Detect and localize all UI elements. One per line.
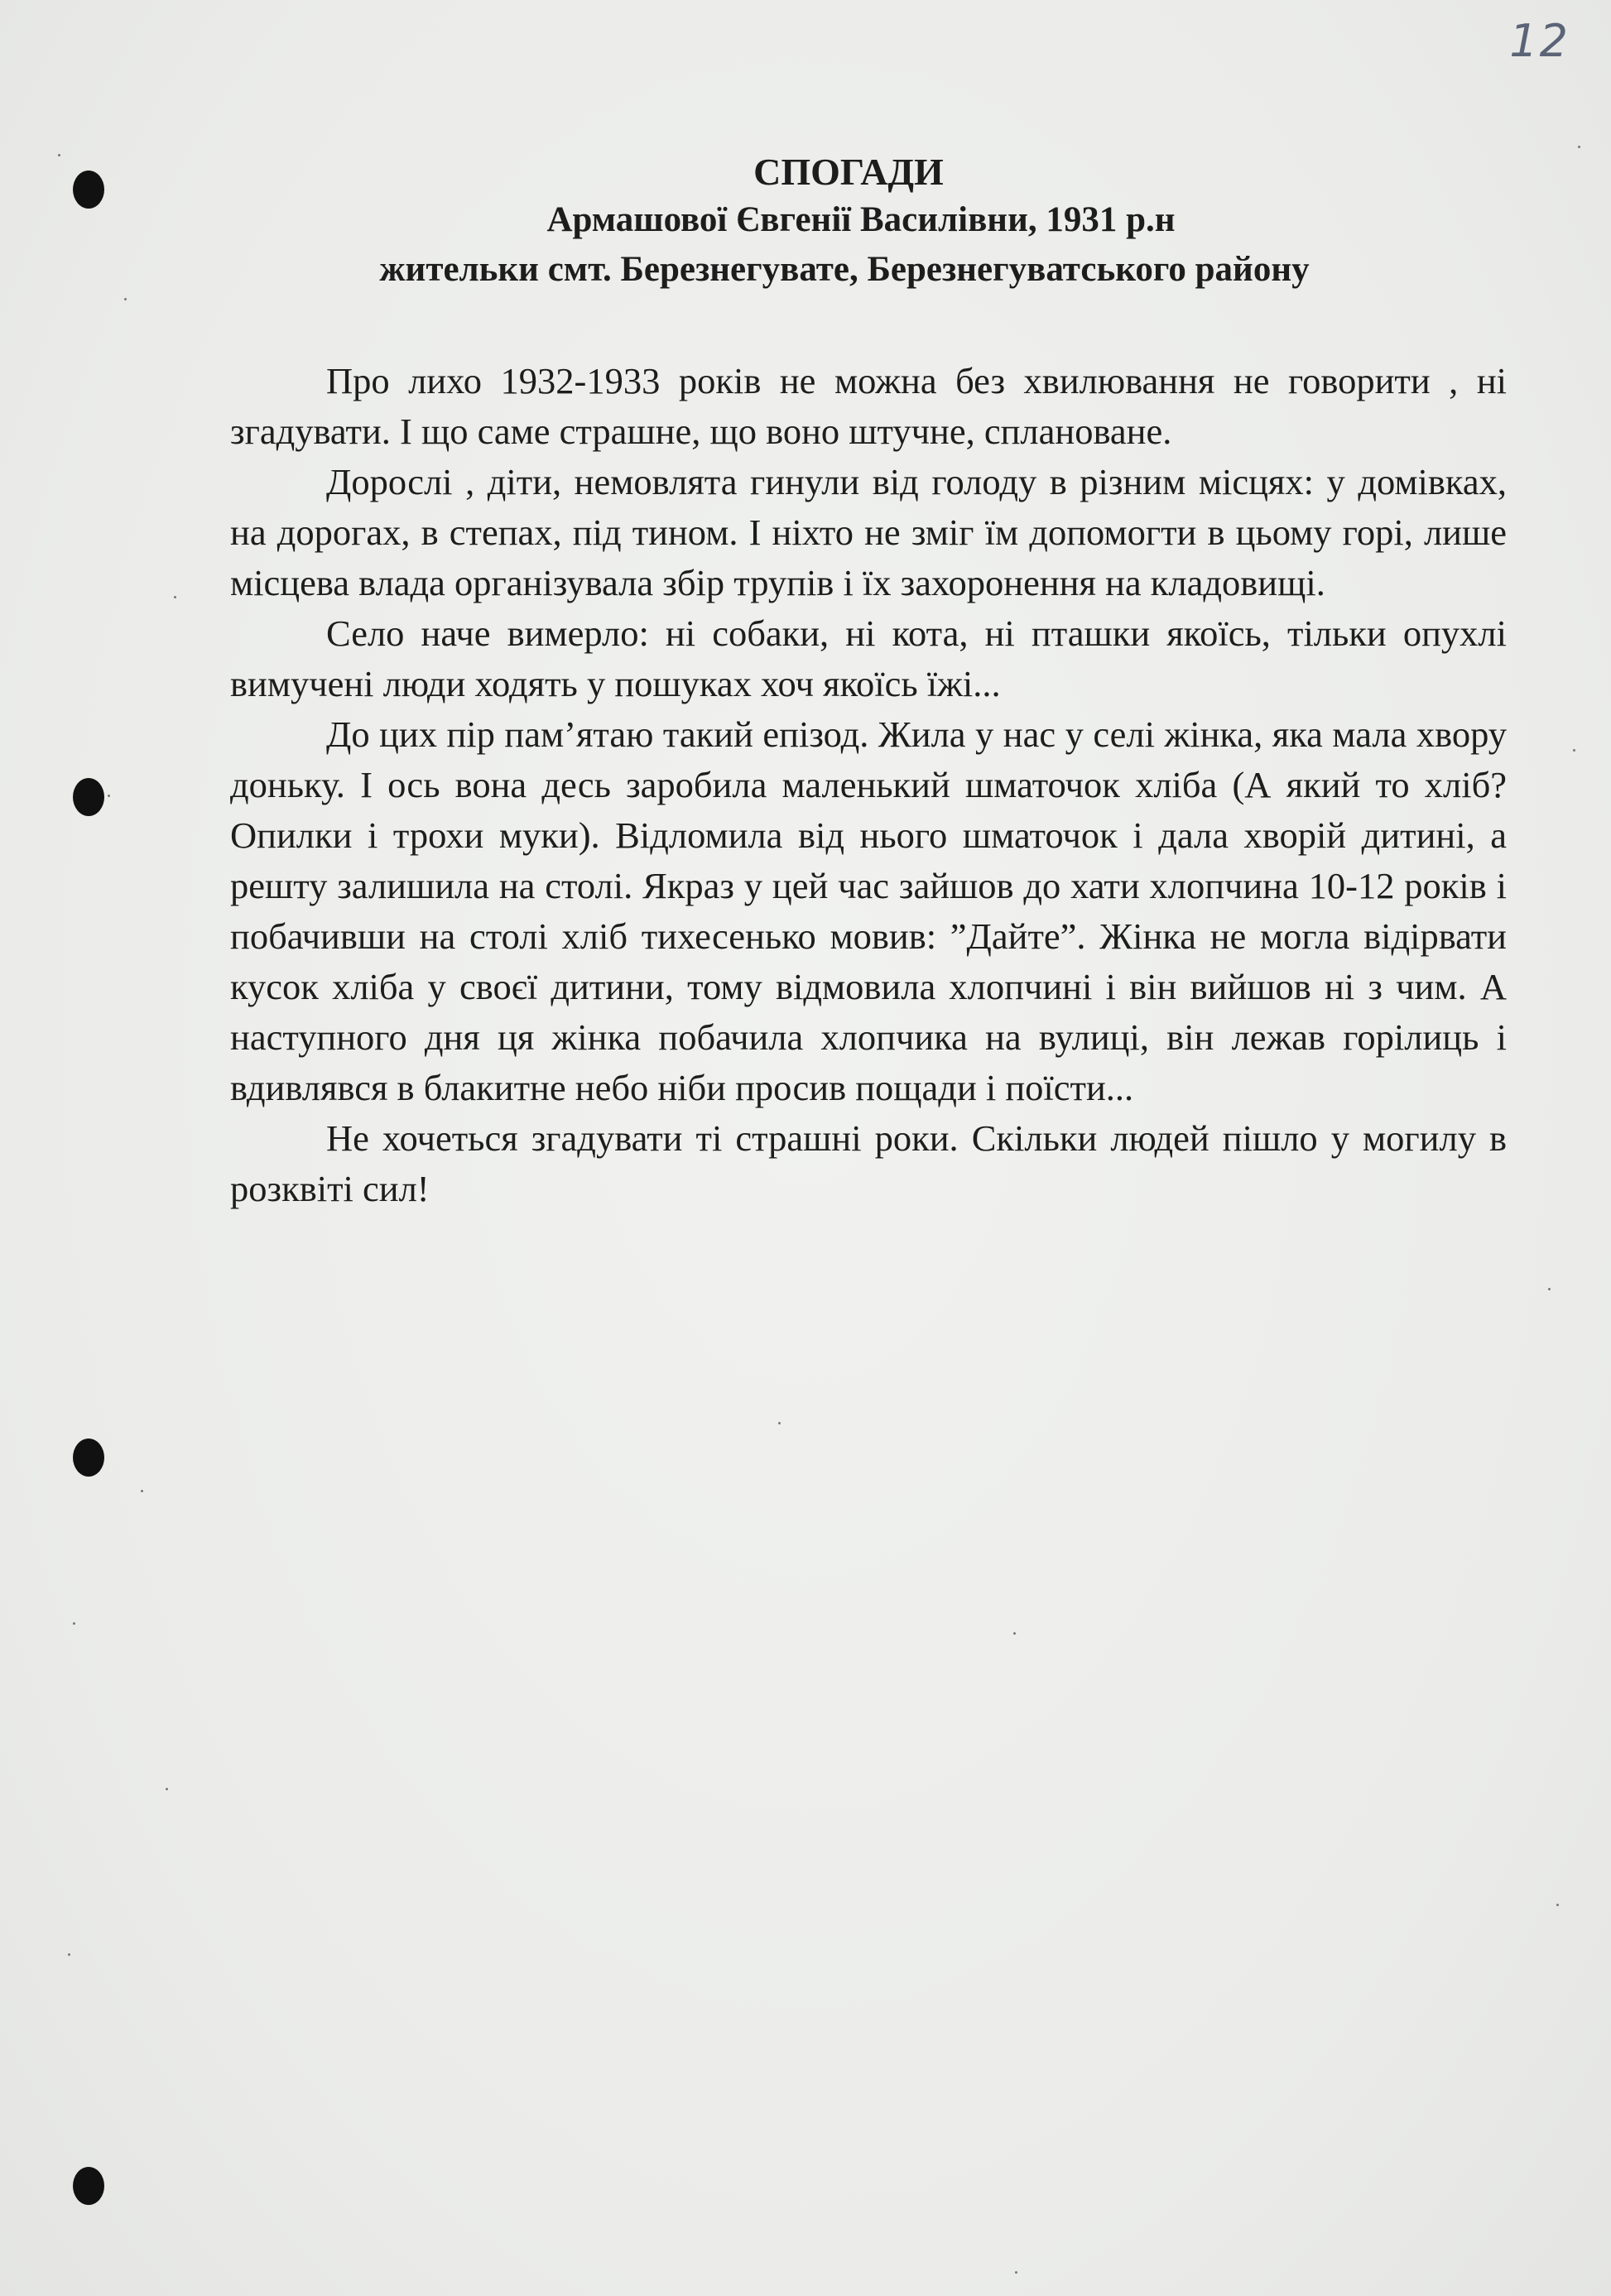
paragraph: Про лихо 1932-1933 років не можна без хвилювання не говорити , ні згадувати. І що саме страшне, що воно штучне, сплановане.: [230, 360, 1507, 452]
paper-speck: [58, 154, 60, 156]
paper-speck: [1015, 2271, 1017, 2274]
paragraph: Не хочеться згадувати ті страшні роки. Скільки людей пішло у могилу в розквіті сил!: [230, 1117, 1507, 1209]
paragraph: До цих пір пам’ятаю такий епізод. Жила у нас у селі жінка, яка мала хвору доньку. І ось вона десь заробила маленький шматочок хліба (А який то хліб? Опилки і трохи муки). Відломила від нього шматочок і дала хворій дитині, а решту залишила на столі. Якраз у цей час зайшов до хати хлопчина 10-12 років і побачивши на столі хліб тихесенько мовив: ”Дайте”. Жінка не могла відірвати кусок хліба у своєї дитини, тому відмовила хлопчині і він вийшов ні з чим. А наступного дня ця жінка побачила хлопчика на вулиці, він лежав горілиць і вдивлявся в блакитне небо ніби просив пощади і поїсти...: [230, 713, 1507, 1108]
paper-speck: [141, 1490, 143, 1492]
paper-speck: [1578, 146, 1580, 148]
paper-speck: [166, 1788, 168, 1790]
paper-speck: [73, 1622, 75, 1625]
paper-speck: [108, 795, 110, 797]
punch-hole: [73, 1439, 104, 1477]
page-number: 12: [1509, 15, 1570, 67]
paper-speck: [1013, 1632, 1016, 1635]
author-residence: жительки смт. Березнегувате, Березнегуватського району: [379, 250, 1310, 289]
author-name: Армашової Євгенії Василівни, 1931 р.н: [546, 200, 1176, 239]
paper-speck: [68, 1953, 70, 1956]
memoir-body: [230, 356, 1507, 1214]
document-title: СПОГАДИ: [753, 151, 944, 193]
paper-speck: [1573, 749, 1575, 752]
paper-speck: [778, 1422, 781, 1424]
paper-speck: [124, 298, 127, 300]
document-header: [124, 149, 1611, 295]
paper-speck: [1556, 1904, 1559, 1906]
paragraph: Село наче вимерло: ні собаки, ні кота, ні пташки якоїсь, тільки опухлі вимучені люди ходять у пошуках хоч якоїсь їжі...: [230, 612, 1507, 704]
paragraph: Дорослі , діти, немовлята гинули від голоду в різним місцях: у домівках, на дорогах, в степах, під тином. І ніхто не зміг їм допомогти в цьому горі, лише місцева влада організувала збір трупів і їх захоронення на кладовищі.: [230, 461, 1507, 603]
punch-hole: [73, 2167, 104, 2205]
paper-speck: [174, 596, 176, 598]
punch-hole: [73, 778, 104, 816]
paper-speck: [1548, 1288, 1551, 1290]
